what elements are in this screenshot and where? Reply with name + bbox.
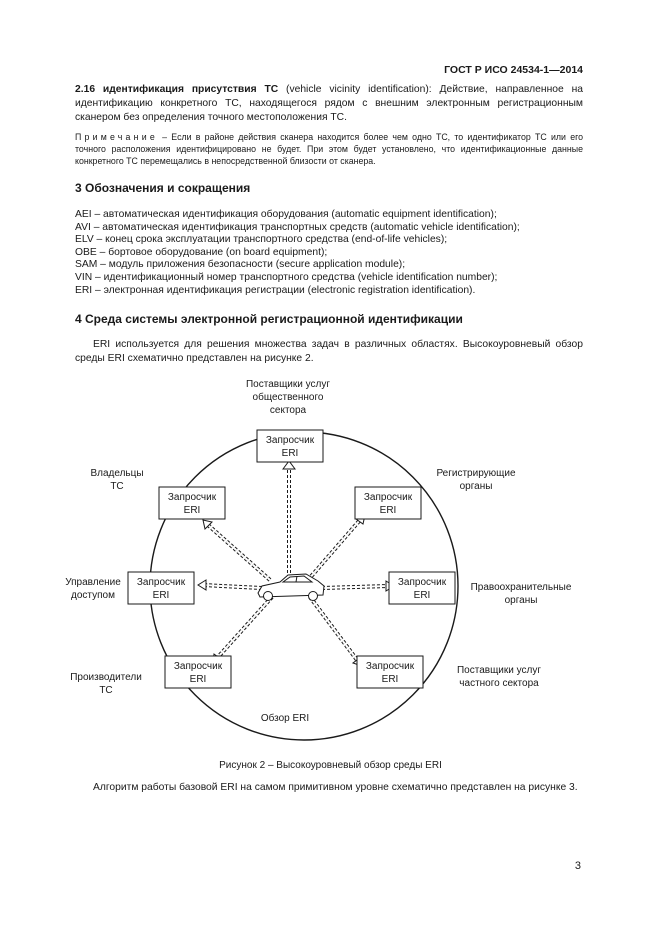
- stakeholder-bottom-right: частного сектора: [459, 678, 539, 689]
- interrogator-label: Запросчик: [167, 492, 217, 503]
- interrogator-label: ERI: [379, 505, 397, 516]
- stakeholder-bottom-right: Поставщики услуг: [456, 665, 542, 676]
- note-text: – Если в районе действия сканера находится более чем одно ТС, то идентификатор ТС или его точного расположения идентифицировано не будет. При этом будет установлено, что идентификационные данные конкретного ТС перемещались в непосредственной близости от сканера.: [75, 132, 583, 166]
- definition-text: (vehicle vicinity identification): Действие, направленное на идентификацию конкретного ТС, находящегося рядом с внешним электронным регистрационным сканером без определения точного местоположения ТС.: [75, 84, 583, 123]
- stakeholder-right: органы: [504, 595, 538, 606]
- center-label: Обзор ERI: [260, 713, 310, 724]
- interrogator-label: Запросчик: [397, 577, 447, 588]
- figure-2: [0, 375, 661, 755]
- interrogator-label: Запросчик: [365, 661, 415, 672]
- interrogator-label: ERI: [152, 590, 170, 601]
- abbreviation-item: AVI – автоматическая идентификация транспортных средств (automatic vehicle identification);: [75, 221, 520, 233]
- interrogator-label: ERI: [183, 505, 201, 516]
- stakeholder-top-right: Регистрирующие: [436, 468, 516, 479]
- stakeholder-top-left: Владельцы: [90, 468, 144, 479]
- abbreviation-item: SAM – модуль приложения безопасности (secure application module);: [75, 259, 406, 271]
- stakeholder-top: сектора: [269, 405, 307, 416]
- eri-overview-diagram: [0, 375, 661, 755]
- abbreviation-item: ELV – конец срока эксплуатации транспортного средства (end-of-life vehicles);: [75, 234, 448, 246]
- figure-caption: Рисунок 2 – Высокоуровневый обзор среды ERI: [219, 760, 442, 771]
- abbreviation-list: [75, 209, 585, 297]
- definition-term: 2.16 идентификация присутствия ТС: [75, 84, 279, 95]
- stakeholder-left: доступом: [71, 590, 115, 601]
- note-label: Примечание: [75, 132, 158, 142]
- section-3-title: 3 Обозначения и сокращения: [75, 181, 251, 195]
- closing-paragraph: Алгоритм работы базовой ERI на самом примитивном уровне схематично представлен на рисунке 3.: [93, 782, 578, 793]
- interrogator-label: ERI: [281, 448, 299, 459]
- document-code: ГОСТ Р ИСО 24534-1—2014: [444, 64, 583, 76]
- stakeholder-top-left: ТС: [110, 481, 124, 492]
- interrogator-label: Запросчик: [363, 492, 413, 503]
- page-number: 3: [574, 860, 581, 872]
- section-4-intro: ERI используется для решения множества задач в различных областях. Высокоуровневый обзор среды ERI схематично представлен на рисунке 2.: [75, 339, 583, 364]
- definition-2-16: [75, 83, 583, 124]
- abbreviation-item: VIN – идентификационный номер транспортного средства (vehicle identification number);: [75, 271, 498, 283]
- stakeholder-top: общественного: [252, 392, 324, 403]
- section-4-title: 4 Среда системы электронной регистрационной идентификации: [75, 312, 463, 326]
- abbreviation-item: ERI – электронная идентификация регистрации (electronic registration identification).: [75, 284, 476, 296]
- abbreviation-item: AEI – автоматическая идентификация оборудования (automatic equipment identification);: [75, 209, 497, 220]
- abbreviation-item: OBE – бортовое оборудование (on board equipment);: [75, 246, 328, 258]
- interrogator-label: ERI: [381, 674, 399, 685]
- interrogator-label: Запросчик: [265, 435, 315, 446]
- note: [75, 131, 583, 167]
- interrogator-label: ERI: [413, 590, 431, 601]
- stakeholder-bottom-left: ТС: [99, 685, 113, 696]
- stakeholder-top-right: органы: [459, 481, 493, 492]
- stakeholder-right: Правоохранительные: [470, 582, 572, 593]
- interrogator-label: ERI: [189, 674, 207, 685]
- stakeholder-top: Поставщики услуг: [245, 379, 331, 390]
- interrogator-label: Запросчик: [173, 661, 223, 672]
- arrowhead-top-left: [203, 520, 212, 529]
- stakeholder-bottom-left: Производители: [70, 672, 142, 683]
- interrogator-label: Запросчик: [136, 577, 186, 588]
- arrowhead-left: [198, 580, 206, 590]
- stakeholder-left: Управление: [65, 577, 121, 588]
